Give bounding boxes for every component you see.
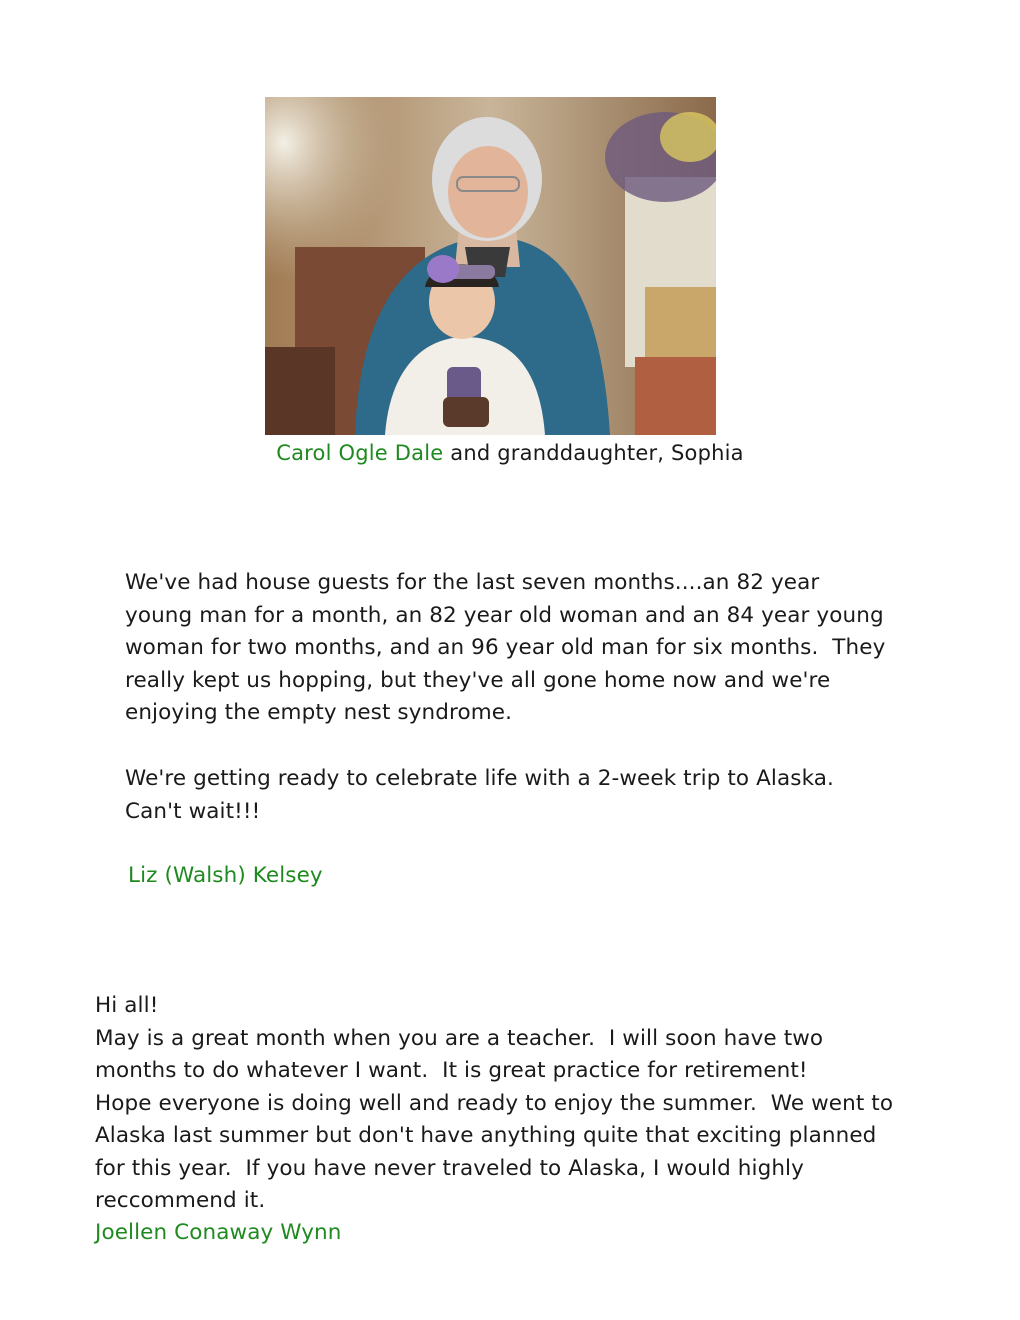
text-line: May is a great month when you are a teacher. I will soon have two: [95, 1025, 824, 1051]
photo-caption: [0, 437, 1020, 469]
photo-carol-and-sophia: [265, 97, 716, 435]
text-line: We've had house guests for the last seven months....an 82 year: [125, 570, 820, 595]
liz-paragraph-2: [125, 763, 905, 828]
text-line: Hope everyone is doing well and ready to enjoy the summer. We went to: [95, 1090, 894, 1116]
text-line: months to do whatever I want. It is great practice for retirement!: [95, 1058, 808, 1083]
liz-signature: Liz (Walsh) Kelsey: [128, 863, 323, 888]
text-line: woman for two months, and an 96 year old man for six months. They: [125, 635, 886, 660]
text-line: reccommend it.: [95, 1188, 266, 1213]
text-line: Alaska last summer but don't have anything quite that exciting planned: [95, 1123, 877, 1148]
text-line: Can't wait!!!: [125, 798, 261, 824]
text-line: Hi all!: [95, 993, 159, 1018]
photo-image: [265, 97, 716, 435]
joellen-signature: Joellen Conaway Wynn: [95, 1220, 342, 1245]
liz-paragraph-1: [125, 567, 905, 730]
text-line: really kept us hopping, but they've all gone home now and we're: [125, 667, 831, 693]
text-line: for this year. If you have never traveled to Alaska, I would highly: [95, 1155, 804, 1181]
text-line: We're getting ready to celebrate life with a 2-week trip to Alaska.: [125, 766, 834, 791]
text-line: enjoying the empty nest syndrome.: [125, 700, 513, 725]
caption-text: and granddaughter, Sophia: [443, 441, 744, 465]
caption-name: Carol Ogle Dale: [276, 441, 444, 465]
joellen-message: [95, 990, 935, 1218]
text-line: young man for a month, an 82 year old woman and an 84 year young: [125, 602, 884, 628]
